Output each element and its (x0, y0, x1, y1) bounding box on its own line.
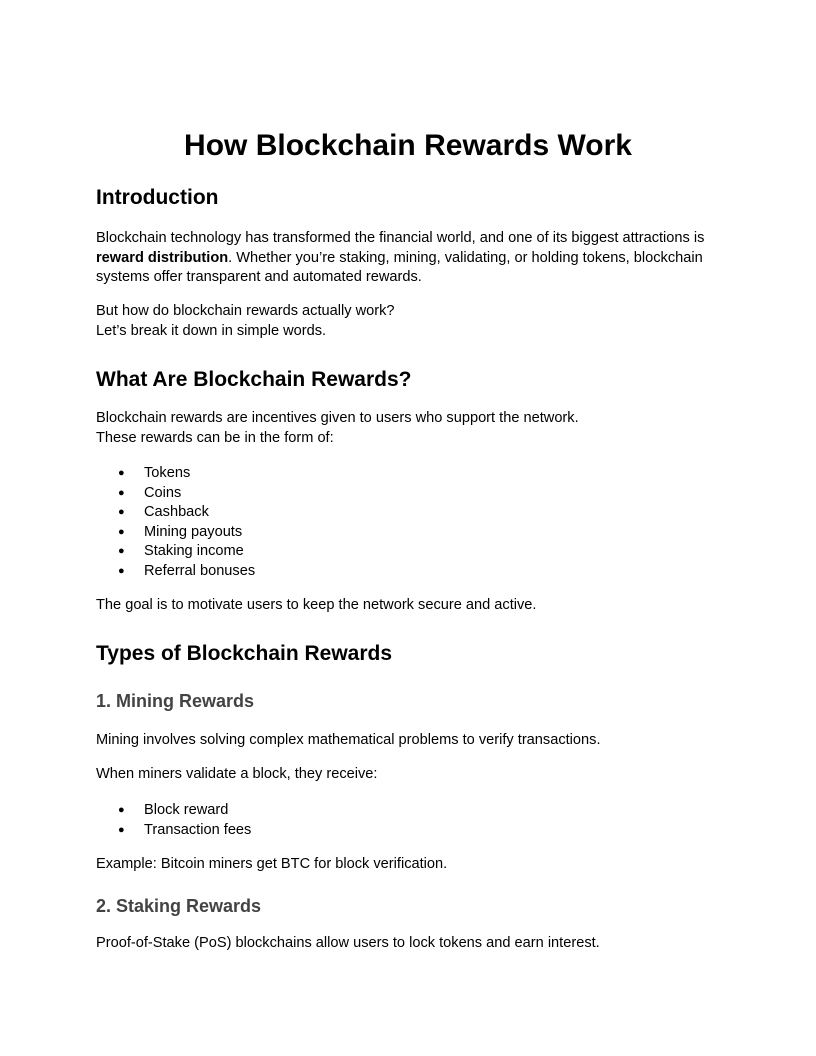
mining-paragraph-2: When miners validate a block, they receive: (96, 766, 378, 782)
mining-paragraph-3: Example: Bitcoin miners get BTC for block verification. (96, 856, 448, 872)
list-item: ● Coins (96, 484, 255, 504)
document-title: How Blockchain Rewards Work (184, 129, 632, 162)
intro-p1-line-3: systems offer transparent and automated rewards. (96, 269, 422, 285)
list-item: ● Transaction fees (96, 821, 251, 841)
list-item: ● Block reward (96, 801, 251, 821)
reward-distribution-bold: reward distribution (96, 249, 229, 266)
bullet-icon: ● (118, 823, 125, 836)
what-p1-line-1: Blockchain rewards are incentives given to users who support the network. (96, 410, 579, 426)
list-item: ● Staking income (96, 542, 255, 562)
bullet-icon: ● (118, 804, 125, 816)
what-paragraph-1 (96, 409, 720, 448)
bullet-icon: ● (118, 486, 125, 499)
heading-introduction: Introduction (96, 186, 219, 209)
list-item: ● Mining payouts (96, 523, 255, 543)
list-item: ● Referral bonuses (96, 562, 255, 582)
list-item: ● Cashback (96, 503, 255, 523)
bullet-icon: ● (118, 525, 125, 538)
bullet-icon: ● (118, 564, 125, 577)
what-paragraph-2: The goal is to motivate users to keep the network secure and active. (96, 597, 537, 613)
what-p1-line-2: These rewards can be in the form of: (96, 429, 334, 446)
intro-p1-line-2 (96, 249, 720, 269)
reward-forms-list (96, 464, 255, 581)
bullet-icon: ● (118, 545, 125, 557)
heading-what-are-rewards: What Are Blockchain Rewards? (96, 368, 412, 391)
bullet-icon: ● (118, 467, 125, 479)
intro-paragraph-2 (96, 302, 720, 341)
list-item: ● Tokens (96, 464, 255, 484)
heading-staking-rewards: 2. Staking Rewards (96, 896, 262, 916)
heading-types-of-rewards: Types of Blockchain Rewards (96, 642, 393, 665)
intro-p2-line-1: But how do blockchain rewards actually work? (96, 303, 395, 319)
intro-p2-line-2: Let’s break it down in simple words. (96, 322, 327, 339)
heading-mining-rewards: 1. Mining Rewards (96, 691, 255, 711)
mining-paragraph-1: Mining involves solving complex mathematical problems to verify transactions. (96, 732, 601, 748)
bullet-icon: ● (118, 506, 125, 518)
mining-rewards-list (96, 801, 251, 840)
intro-p1-line-1: Blockchain technology has transformed the financial world, and one of its biggest attractions is (96, 230, 705, 246)
intro-p1-line-2-rest: . Whether you’re staking, mining, validating, or holding tokens, blockchain (228, 249, 703, 266)
staking-paragraph-1: Proof-of-Stake (PoS) blockchains allow users to lock tokens and earn interest. (96, 935, 600, 951)
intro-paragraph-1 (96, 229, 720, 288)
